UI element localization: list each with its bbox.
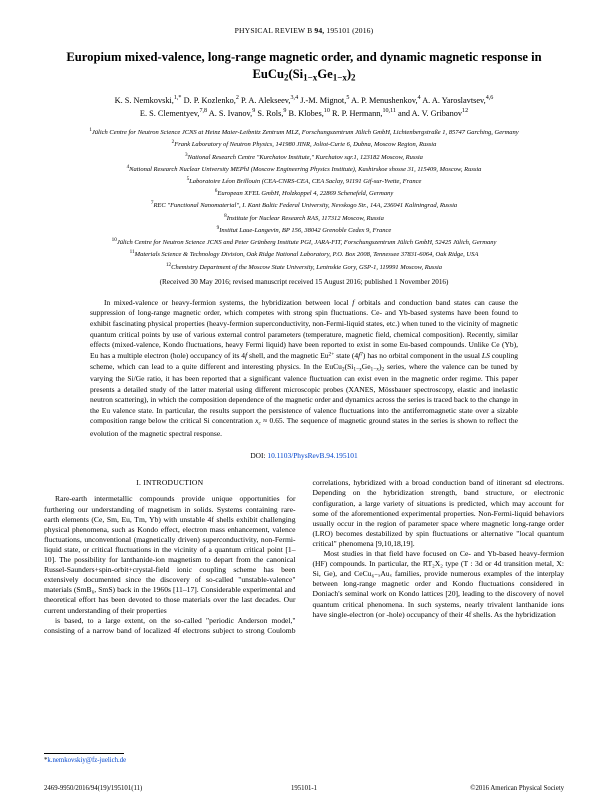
abstract: In mixed-valence or heavy-fermion systems, the hybridization between local f orbitals and conduction band states can cause the suppression of long-range magnetic order, which competes with strong spin fluctuations. Ce- and Yb-based systems have been found to exhibit fascinating physical properties (heavy-fermion superconductivity, non-Fermi-liquid states, etc.) when tuned to the vicinity of magnetic quantum critical points by use of various external control parameters (temperature, magnetic field, chemical composition). Recently, similar effects (mixed-valence, Kondo fluctuations, heavy Fermi liquid) have been reported to exist in some Eu-based compounds. Unlike Ce (Yb), Eu has a multiple electron (hole) occupancy of its 4f shell, and the magnetic $Eu^{2+}$ state $(4f^7)$ has no orbital component in the usual LS coupling scheme, which can lead to a quite different and interesting physics. In the $EuCu_2(Si_{1-x}Ge_{1-x})_2$ series, where the valence can be tuned by varying the Si/Ge ratio, it has been reported that a significant valence fluctuation can exist even in the magnetic order regime. This paper presents a detailed study of the latter material using different microscopic probes (XANES, Mössbauer spectroscopy, elastic and inelastic neutron scattering), in which the composition dependence of the magnetic order and dynamics across the series is traced back to the change in the Eu valence state. In particular, the results support the persistence of valence fluctuations into the antiferromagnetic state over a sizable composition range below the critical Si concentration $x_c \approx 0.65$. The sequence of magnetic ground states in the series is shown to reflect the evolution of the magnetic spectral response. — [90, 297, 519, 438]
author: P. A. Alekseev,$^{3,4}$ — [241, 94, 299, 105]
doi-link[interactable]: 10.1103/PhysRevB.94.195101 — [267, 451, 358, 461]
paragraph: is based, to a large extent, on the so-called "periodic Anderson model," consisting of a narrow band of localized 4f electrons subject to strong Coulomb correlations, hybridized with a broad conduction band of itinerant sd electrons. Depending on the hybridization strength, band structure, or electronic configuration, a large variety of situations is predicted, which may account for some of the aforementioned experimental properties. Non-Fermi-liquid behaviors usually occur in the region of parameter space where magnetic long-range order (LRO) becomes destabilized by spin fluctuations or alternative "local quantum critical" phenomena [9,10,18,19]. — [44, 478, 564, 635]
author: and A. V. Gribanov$^{12}$ — [398, 107, 469, 118]
paragraph: Rare-earth intermetallic compounds provide unique opportunities for furthering our understanding of magnetism in solids. Systems containing rare-earth elements (Ce, Sm, Eu, Tm, Yb) with unstable 4f shells exhibit challenging physical phenomena, such as Kondo effect, electron mass enhancement, valence fluctuations, unconventional (magnetically driven) superconductivity, non-Fermi-liquid state, or critical fluctuations in the vicinity of a quantum critical point [1–10]. The possibility for lanthanide-ion magnetism to depart from the canonical Russel-Saunders+spin-orbit+crystal-field ionic coupling scheme has been extensively documented since the discovery of so-called "unstable-valence" materials (SmB₆, SmS) back in the 1960s [11–17]. Considerable experimental and theoretical effort has been devoted to those materials over the last decades. Our current understanding of their properties — [44, 494, 296, 615]
body-columns — [44, 478, 564, 635]
affiliation: $^7$REC "Functional Nanomaterial", I. Kant Baltic Federal University, Nevskogo Str., 14A, 236041 Kaliningrad, Russia — [150, 200, 458, 210]
page-number: 195101-1 — [290, 785, 318, 792]
affiliation: $^{12}$Chemistry Department of the Moscow State University, Leninskie Gory, GSP-1, 119991 Moscow, Russia — [165, 261, 443, 271]
author: R. P. Hermann,$^{10,11}$ — [331, 107, 396, 118]
footer-copyright: ©2016 American Physical Society — [470, 785, 564, 792]
affiliation: $^{11}$Materials Science & Technology Division, Oak Ridge National Laboratory, P.O. Box 2008, Tennessee 37831-6064, Oak Ridge, USA — [129, 249, 479, 259]
affiliation: $^{10}$Jülich Centre for Neutron Science JCNS and Peter Grünberg Institute PGI, JARA-FIT, Forschungszentrum Jülich GmbH, 52425 Jülich, Germany — [111, 237, 497, 247]
author-list — [48, 94, 560, 120]
affiliation: $^4$National Research Nuclear University MEPhI (Moscow Engineering Physics Institute), Kashirskoe shosse 31, 115409, Moscow, Russia — [126, 163, 482, 173]
affiliation: $^1$Jülich Centre for Neutron Science JCNS at Heinz Maier-Leibnitz Zentrum MLZ, Forschungszentrum Jülich GmbH, Lichtenbergstraße 1, 85747 Garching, Germany — [89, 127, 519, 137]
affiliation: $^6$European XFEL GmbH, Holzkoppel 4, 22869 Schenefeld, Germany — [214, 188, 394, 198]
corresponding-email[interactable]: k.nemkovskiy@fz-juelich.de — [47, 757, 127, 764]
paragraph: Most studies in that field have focused on Ce- and Yb-based heavy-fermion (HF) compounds. In particular, the RT₂X₂ type (T : 3d or 4d transition metal, X: Si, Ge), and CeCu₆₋ₓAuₓ families, provide numerous examples of the interplay between long-range magnetic order and Kondo fluctuations considered in Doniach's seminal work on Kondo lattices [20], leading to the discovery of novel quantum critical phenomena. In such systems, nearly trivalent lanthanide ions have single-electron (or -hole) occupancy of their 4f shells. As the hybridization — [312, 549, 564, 619]
affiliation: $^8$Institute for Nuclear Research RAS, 117312 Moscow, Russia — [224, 212, 384, 222]
page-title — [52, 49, 556, 84]
author: B. Klobes,$^{10}$ — [288, 107, 330, 118]
affiliation: $^5$Laboratoire Léon Brillouin (CEA-CNRS-CEA, CEA Saclay, 91191 Gif-sur-Yvette, France — [186, 176, 422, 186]
affiliation: $^9$Institut Laue-Langevin, BP 156, 38042 Grenoble Cedex 9, France — [216, 224, 392, 235]
author: S. Rols,$^9$ — [257, 107, 287, 118]
author: D. P. Kozlenko,$^2$ — [183, 94, 239, 105]
title-line-1: Europium mixed-valence, long-range magnetic order, and dynamic magnetic response in — [66, 50, 542, 64]
footer-issn: 2469-9950/2016/94(19)/195101(11) — [44, 785, 143, 792]
footnote-rule — [44, 753, 124, 754]
author: A. P. Menushenkov,$^4$ — [350, 94, 421, 105]
affiliation-list — [46, 126, 562, 273]
title-line-2: $EuCu_2(Si_{1-x}Ge_{1-x})_2$ — [252, 66, 356, 82]
affiliation: $^3$National Research Centre "Kurchatov Institute," Kurchatov sqr.1, 123182 Moscow, Russia — [185, 151, 423, 161]
doi-label: DOI: — [250, 451, 266, 461]
author: E. S. Clementyev,$^{7,8}$ — [139, 107, 208, 118]
section-heading: I. INTRODUCTION — [136, 478, 204, 488]
author: K. S. Nemkovski,$^{1,*}$ — [114, 94, 182, 105]
author: A. A. Yaroslavtsev,$^{4,6}$ — [422, 94, 494, 105]
received-dates: (Received 30 May 2016; revised manuscript received 15 August 2016; published 1 November 2016) — [159, 277, 449, 286]
doi-line — [44, 451, 564, 460]
affiliation: $^2$Frank Laboratory of Neutron Physics, 141980 JINR, Joliot-Curie 6, Dubna, Moscow Region, Russia — [171, 139, 437, 149]
page-footer — [44, 785, 564, 792]
footnote — [44, 753, 302, 764]
journal-header: PHYSICAL REVIEW B 94, 195101 (2016) — [234, 26, 374, 35]
author: J.-M. Mignot,$^5$ — [300, 94, 350, 105]
footnote-marker: * — [44, 757, 48, 764]
author: A. S. Ivanov,$^9$ — [208, 107, 256, 118]
